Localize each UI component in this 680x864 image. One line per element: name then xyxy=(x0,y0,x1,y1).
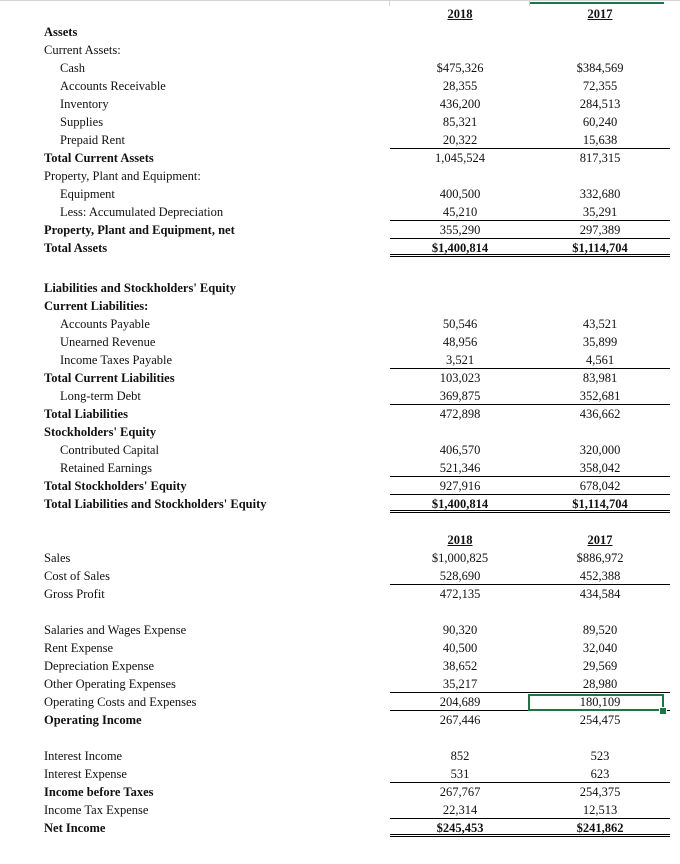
cell-2018[interactable]: $1,000,825 xyxy=(431,551,489,565)
cell-2017[interactable]: $1,114,704 xyxy=(530,496,670,513)
table-row xyxy=(0,406,680,424)
table-row xyxy=(0,24,680,42)
row-label[interactable]: Operating Income xyxy=(44,713,142,727)
row-label[interactable]: Total Liabilities and Stockholders' Equity xyxy=(44,497,267,511)
table-row xyxy=(0,460,680,478)
table-row xyxy=(0,568,680,586)
row-label[interactable]: Other Operating Expenses xyxy=(44,677,176,691)
cell-2017[interactable]: 452,388 xyxy=(530,568,670,585)
row-label[interactable]: Prepaid Rent xyxy=(60,133,125,147)
table-row xyxy=(0,622,680,640)
table-row xyxy=(0,132,680,150)
table-row xyxy=(0,478,680,496)
cell-2018[interactable]: 50,546 xyxy=(442,317,478,331)
table-row xyxy=(0,550,680,568)
row-label[interactable]: Current Assets: xyxy=(44,43,121,57)
column-selection-indicator xyxy=(530,2,664,4)
cell-2017[interactable]: 12,513 xyxy=(530,802,670,819)
row-label[interactable]: Accounts Payable xyxy=(60,317,150,331)
table-row xyxy=(0,222,680,240)
table-row xyxy=(0,114,680,132)
cell-2018[interactable]: 528,690 xyxy=(390,568,530,585)
table-row xyxy=(0,298,680,316)
table-row xyxy=(0,532,680,550)
table-row xyxy=(0,604,680,622)
cell-2017[interactable]: 320,000 xyxy=(579,443,621,457)
table-row xyxy=(0,240,680,258)
table-row xyxy=(0,658,680,676)
cell-2017[interactable]: 35,899 xyxy=(582,335,618,349)
table-row xyxy=(0,150,680,168)
cell-2017[interactable]: 15,638 xyxy=(530,132,670,149)
table-row xyxy=(0,586,680,604)
table-row xyxy=(0,352,680,370)
cell-2018[interactable]: $245,453 xyxy=(390,820,530,837)
cell-2018[interactable]: 267,446 xyxy=(439,713,481,727)
table-row xyxy=(0,496,680,514)
row-label[interactable]: Unearned Revenue xyxy=(60,335,156,349)
table-row xyxy=(0,388,680,406)
cell-2018[interactable]: 472,135 xyxy=(439,587,481,601)
table-row xyxy=(0,316,680,334)
cell-2018[interactable]: 28,355 xyxy=(442,79,478,93)
row-label[interactable]: Equipment xyxy=(60,187,115,201)
cell-2018[interactable]: $1,400,814 xyxy=(390,240,530,257)
balance-sheet-liabilities xyxy=(0,280,680,514)
cell-2017[interactable]: 817,315 xyxy=(579,151,621,165)
cell-2018[interactable]: 40,500 xyxy=(442,641,478,655)
row-label[interactable]: Rent Expense xyxy=(44,641,114,655)
cell-2018[interactable]: 436,200 xyxy=(439,97,481,111)
cell-2017[interactable]: 4,561 xyxy=(530,352,670,369)
row-label[interactable]: Contributed Capital xyxy=(60,443,159,457)
cell-2017[interactable]: 83,981 xyxy=(582,371,618,385)
cell-2018[interactable]: 45,210 xyxy=(390,204,530,221)
column-header-2017[interactable]: 2017 xyxy=(587,7,613,21)
row-label[interactable]: Liabilities and Stockholders' Equity xyxy=(44,281,237,295)
cell-2017[interactable]: $384,569 xyxy=(576,61,624,75)
table-row xyxy=(0,78,680,96)
table-row xyxy=(0,730,680,748)
row-label[interactable]: Sales xyxy=(44,551,71,565)
header-row xyxy=(0,6,680,24)
table-row xyxy=(0,784,680,802)
row-label[interactable]: Income before Taxes xyxy=(44,785,154,799)
row-label[interactable]: Current Liabilities: xyxy=(44,299,149,313)
table-row xyxy=(0,42,680,60)
cell-2018[interactable]: 20,322 xyxy=(390,132,530,149)
cell-2017[interactable]: 28,980 xyxy=(530,676,670,693)
cell-2018[interactable]: $1,400,814 xyxy=(390,496,530,513)
cell-2017[interactable]: 623 xyxy=(530,766,670,783)
row-label[interactable]: Inventory xyxy=(60,97,109,111)
cell-2018[interactable]: 400,500 xyxy=(439,187,481,201)
row-label[interactable]: Depreciation Expense xyxy=(44,659,155,673)
table-row xyxy=(0,186,680,204)
row-label[interactable]: Long-term Debt xyxy=(60,389,141,403)
row-label[interactable]: Property, Plant and Equipment, net xyxy=(44,223,235,237)
cell-2018[interactable]: 531 xyxy=(390,766,530,783)
row-label[interactable]: Income Tax Expense xyxy=(44,803,149,817)
cell-2017[interactable]: 43,521 xyxy=(582,317,618,331)
row-label[interactable]: Total Assets xyxy=(44,241,108,255)
table-row xyxy=(0,442,680,460)
grid-top-border xyxy=(0,0,680,1)
cell-2018[interactable]: 90,320 xyxy=(442,623,478,637)
cell-2018[interactable]: 369,875 xyxy=(390,388,530,405)
cell-2017[interactable]: 254,375 xyxy=(579,785,621,799)
table-row xyxy=(0,748,680,766)
row-label[interactable]: Salaries and Wages Expense xyxy=(44,623,187,637)
table-row xyxy=(0,640,680,658)
row-label[interactable]: Supplies xyxy=(60,115,104,129)
cell-2017[interactable]: 32,040 xyxy=(582,641,618,655)
table-row xyxy=(0,280,680,298)
cell-2018[interactable]: 2018 xyxy=(447,533,473,547)
selected-cell-outline[interactable] xyxy=(528,694,664,711)
table-row xyxy=(0,820,680,838)
table-row xyxy=(0,370,680,388)
cell-2017[interactable]: 523 xyxy=(590,749,610,763)
cell-2018[interactable]: 406,570 xyxy=(439,443,481,457)
table-row xyxy=(0,424,680,442)
row-label[interactable]: Cash xyxy=(60,61,85,75)
cell-2018[interactable]: 472,898 xyxy=(439,407,481,421)
row-label[interactable]: Assets xyxy=(44,25,78,39)
cell-2017[interactable]: 254,475 xyxy=(579,713,621,727)
cell-2017[interactable]: 284,513 xyxy=(579,97,621,111)
row-label[interactable]: Cost of Sales xyxy=(44,569,110,583)
cell-2018[interactable]: 3,521 xyxy=(390,352,530,369)
row-label[interactable]: Total Liabilities xyxy=(44,407,128,421)
cell-2017[interactable]: 180,109 xyxy=(530,694,670,711)
row-label[interactable]: Gross Profit xyxy=(44,587,105,601)
cell-2018[interactable]: 267,767 xyxy=(439,785,481,799)
cell-2017[interactable]: $886,972 xyxy=(576,551,624,565)
row-label[interactable]: Accounts Receivable xyxy=(60,79,166,93)
cell-2018[interactable]: 521,346 xyxy=(390,460,530,477)
cell-2018[interactable]: 1,045,524 xyxy=(435,151,485,165)
table-row xyxy=(0,168,680,186)
row-label[interactable]: Retained Earnings xyxy=(60,461,152,475)
cell-2017[interactable]: 35,291 xyxy=(530,204,670,221)
cell-2017[interactable]: 297,389 xyxy=(530,222,670,239)
cell-2018[interactable]: 103,023 xyxy=(439,371,481,385)
cell-2017[interactable]: 678,042 xyxy=(530,478,670,495)
cell-2017[interactable]: $1,114,704 xyxy=(530,240,670,257)
column-header-2018[interactable]: 2018 xyxy=(447,7,473,21)
cell-2018[interactable]: $475,326 xyxy=(436,61,484,75)
row-label[interactable]: Stockholders' Equity xyxy=(44,425,157,439)
table-row xyxy=(0,204,680,222)
table-row xyxy=(0,334,680,352)
cell-2017[interactable]: 72,355 xyxy=(582,79,618,93)
table-row xyxy=(0,676,680,694)
row-label[interactable]: Income Taxes Payable xyxy=(60,353,173,367)
cell-2018[interactable]: 355,290 xyxy=(390,222,530,239)
cell-2017[interactable]: 352,681 xyxy=(530,388,670,405)
income-statement xyxy=(0,532,680,838)
row-label[interactable]: Interest Expense xyxy=(44,767,127,781)
row-label[interactable]: Less: Accumulated Depreciation xyxy=(60,205,224,219)
row-label[interactable]: Total Current Liabilities xyxy=(44,371,175,385)
cell-2017[interactable]: 29,569 xyxy=(582,659,618,673)
cell-2017[interactable]: 436,662 xyxy=(579,407,621,421)
table-row xyxy=(0,694,680,712)
cell-2018[interactable]: 927,916 xyxy=(390,478,530,495)
table-row xyxy=(0,60,680,78)
cell-2017[interactable]: 332,680 xyxy=(579,187,621,201)
table-row xyxy=(0,96,680,114)
spreadsheet-sheet xyxy=(0,6,680,838)
cell-2018[interactable]: 48,956 xyxy=(442,335,478,349)
row-label[interactable]: Net Income xyxy=(44,821,106,835)
cell-2018[interactable]: 35,217 xyxy=(390,676,530,693)
balance-sheet-assets xyxy=(0,24,680,276)
table-row xyxy=(0,258,680,276)
row-label[interactable]: Total Stockholders' Equity xyxy=(44,479,187,493)
cell-2017[interactable]: 358,042 xyxy=(530,460,670,477)
cell-2018[interactable]: 204,689 xyxy=(390,694,530,711)
row-label[interactable]: Property, Plant and Equipment: xyxy=(44,169,201,183)
cell-2018[interactable]: 852 xyxy=(450,749,470,763)
cell-2017[interactable]: $241,862 xyxy=(530,820,670,837)
row-label[interactable]: Interest Income xyxy=(44,749,123,763)
cell-2018[interactable]: 22,314 xyxy=(390,802,530,819)
cell-2017[interactable]: 2017 xyxy=(587,533,613,547)
table-row xyxy=(0,712,680,730)
cell-2018[interactable]: 38,652 xyxy=(442,659,478,673)
row-label[interactable]: Total Current Assets xyxy=(44,151,154,165)
cell-2017[interactable]: 60,240 xyxy=(582,115,618,129)
cell-2017[interactable]: 89,520 xyxy=(582,623,618,637)
table-row xyxy=(0,802,680,820)
row-label[interactable]: Operating Costs and Expenses xyxy=(44,695,197,709)
table-row xyxy=(0,766,680,784)
cell-2018[interactable]: 85,321 xyxy=(442,115,478,129)
cell-2017[interactable]: 434,584 xyxy=(579,587,621,601)
